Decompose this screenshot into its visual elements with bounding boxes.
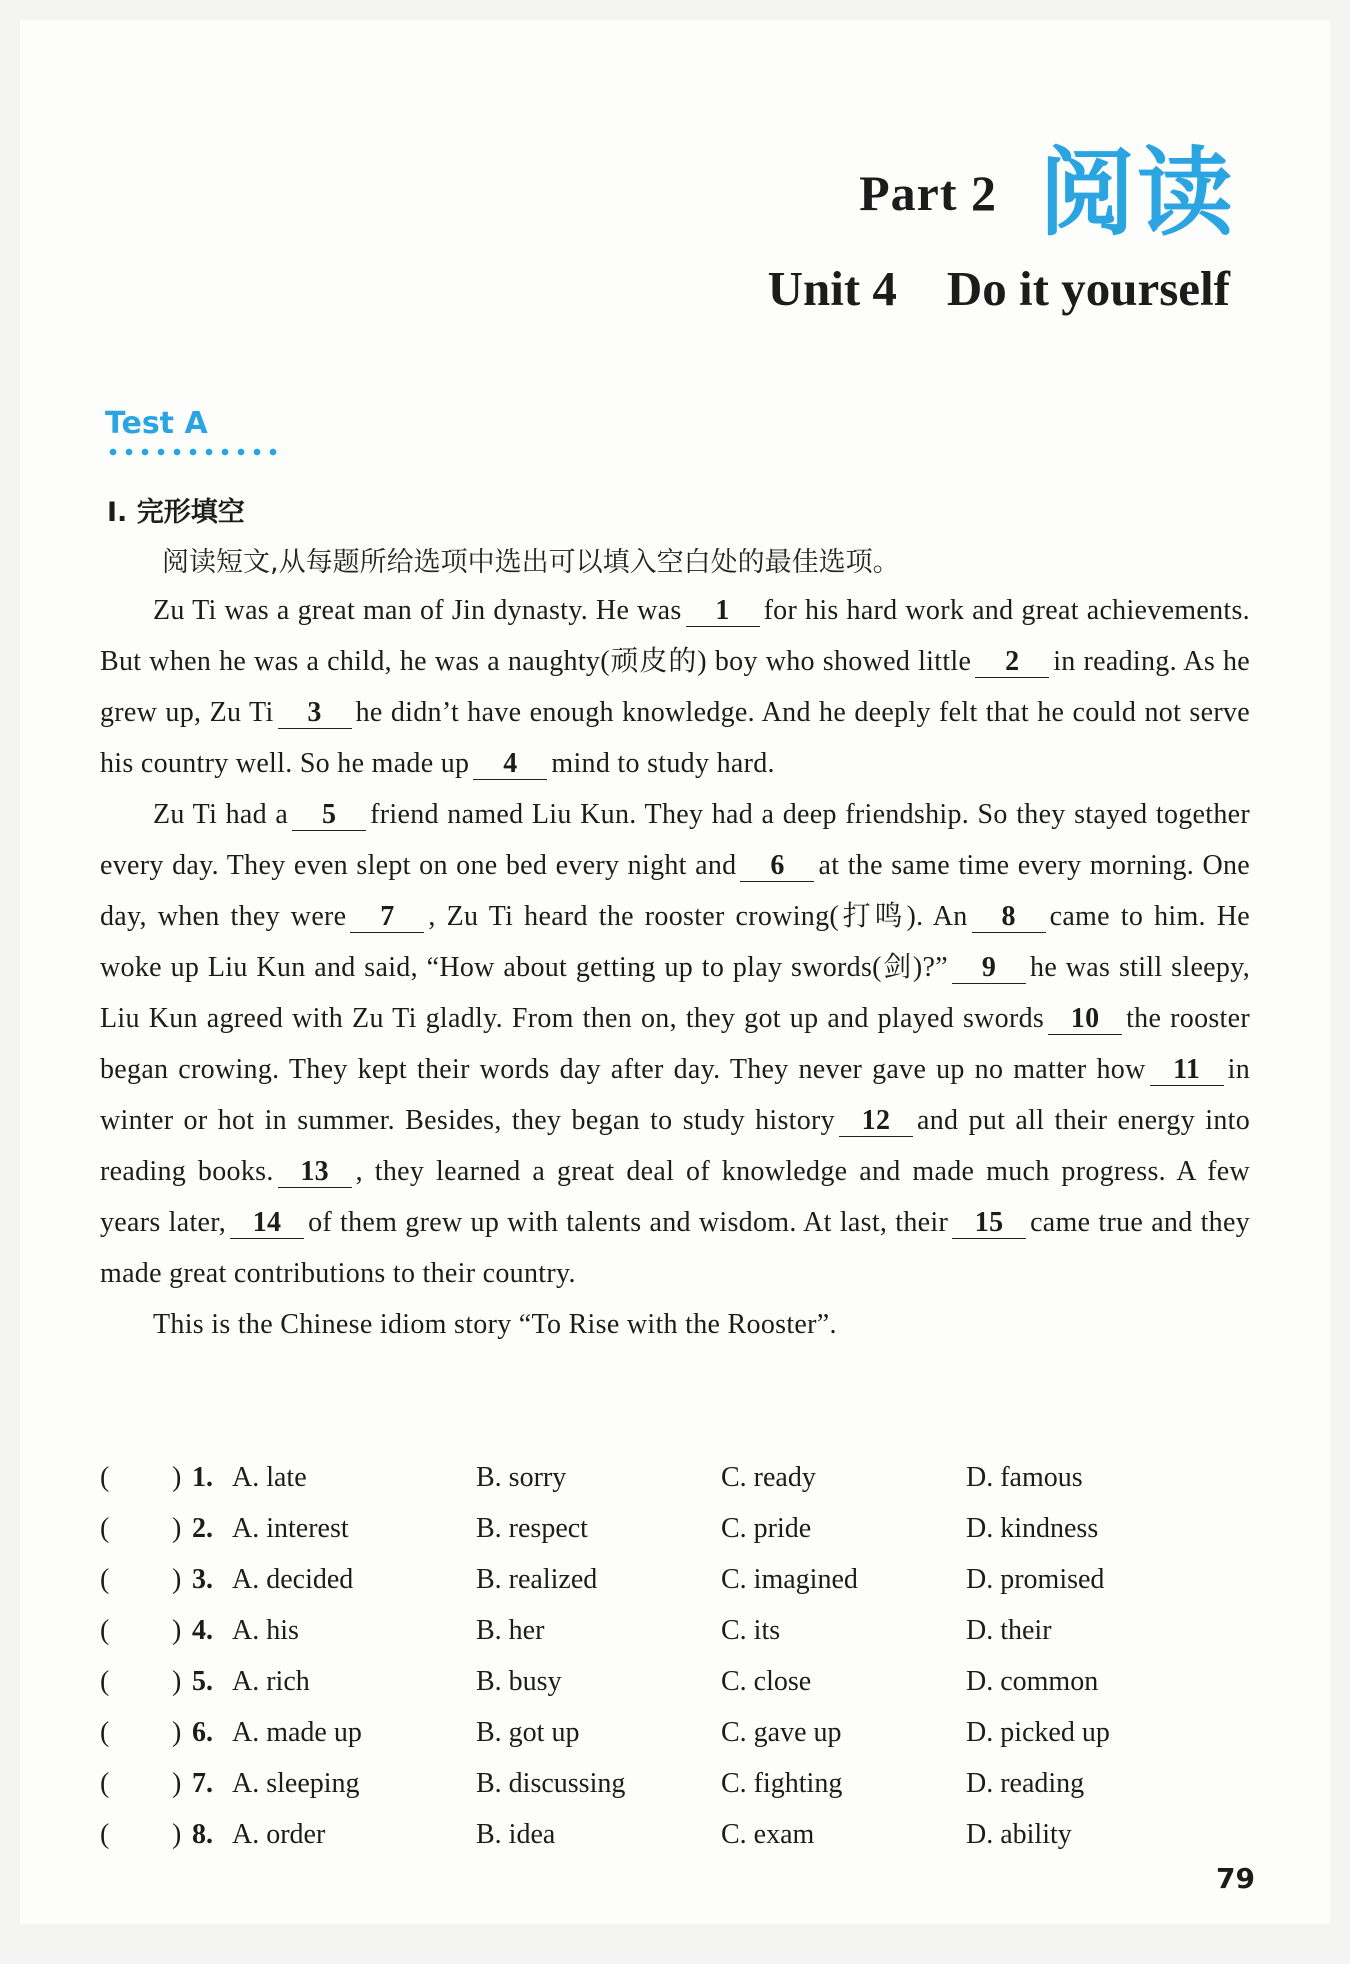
answer-paren-close: ) xyxy=(172,1716,182,1748)
option-a: A. interest xyxy=(232,1512,349,1544)
answer-paren-open: ( xyxy=(100,1461,110,1493)
question-number: 7. xyxy=(192,1767,213,1799)
question-number: 6. xyxy=(192,1716,213,1748)
answer-paren-open: ( xyxy=(100,1818,110,1850)
option-c: C. its xyxy=(721,1614,781,1646)
option-d: D. ability xyxy=(966,1818,1072,1850)
answer-paren-close: ) xyxy=(172,1665,182,1697)
option-a: A. sleeping xyxy=(232,1767,360,1799)
option-a: A. rich xyxy=(232,1665,310,1697)
question-row xyxy=(100,1452,1280,1503)
page-number: 79 xyxy=(1216,1862,1255,1895)
option-c: C. imagined xyxy=(721,1563,858,1595)
blank-8: 8 xyxy=(972,902,1046,933)
option-d: D. their xyxy=(966,1614,1052,1646)
option-d: D. common xyxy=(966,1665,1099,1697)
unit-label: Unit 4 xyxy=(767,261,897,316)
section-instruction: 阅读短文,从每题所给选项中选出可以填入空白处的最佳选项。 xyxy=(162,547,900,578)
question-row xyxy=(100,1707,1280,1758)
blank-11: 11 xyxy=(1150,1055,1224,1086)
option-d: D. picked up xyxy=(966,1716,1110,1748)
option-c: C. ready xyxy=(721,1461,816,1493)
blank-3: 3 xyxy=(278,698,352,729)
question-number: 5. xyxy=(192,1665,213,1697)
blank-1: 1 xyxy=(686,596,760,627)
answer-paren-close: ) xyxy=(172,1461,182,1493)
blank-5: 5 xyxy=(292,800,366,831)
option-a: A. made up xyxy=(232,1716,362,1748)
question-row xyxy=(100,1758,1280,1809)
part-label: Part 2 xyxy=(859,165,997,221)
passage-paragraph-3: This is the Chinese idiom story “To Rise with the Rooster”. xyxy=(153,1309,837,1340)
blank-10: 10 xyxy=(1048,1004,1122,1035)
question-row xyxy=(100,1809,1280,1860)
unit-heading xyxy=(768,260,1230,317)
blank-4: 4 xyxy=(473,749,547,780)
option-c: C. fighting xyxy=(721,1767,843,1799)
blank-7: 7 xyxy=(350,902,424,933)
option-a: A. his xyxy=(232,1614,299,1646)
option-d: D. kindness xyxy=(966,1512,1099,1544)
blank-2: 2 xyxy=(975,647,1049,678)
option-c: C. gave up xyxy=(721,1716,842,1748)
test-label: Test A xyxy=(105,406,208,441)
option-a: A. late xyxy=(232,1461,307,1493)
answer-paren-open: ( xyxy=(100,1665,110,1697)
option-c: C. close xyxy=(721,1665,812,1697)
option-b: B. respect xyxy=(476,1512,588,1544)
passage-paragraph-2: Zu Ti had a 5 friend named Liu Kun. They had a deep friendship. So they stayed together every day. They even slept on one bed every night and 6 at the same time every morning. One day, when they were 7 , Zu Ti heard the rooster crowing(打鸣). An 8 came to him. He woke up Liu Kun and said, “How about getting up to play swords(剑)?” 9 he was still sleepy, Liu Kun agreed with Zu Ti gladly. From then on, they got up and played swords 10 the rooster began crowing. They kept their words day after day. They never gave up no matter how 11 in winter or hot in summer. Besides, they began to study history 12 and put all their energy into reading books. 13 , they learned a great deal of knowledge and made much progress. A few years later, 14 of them grew up with talents and wisdom. At last, their 15 came true and they made great contributions to their country. xyxy=(100,799,1251,1289)
question-row xyxy=(100,1656,1280,1707)
question-number: 3. xyxy=(192,1563,213,1595)
option-c: C. pride xyxy=(721,1512,812,1544)
option-b: B. her xyxy=(476,1614,545,1646)
option-b: B. realized xyxy=(476,1563,598,1595)
question-number: 4. xyxy=(192,1614,213,1646)
question-row xyxy=(100,1503,1280,1554)
page xyxy=(20,20,1330,1924)
blank-14: 14 xyxy=(230,1208,304,1239)
blank-12: 12 xyxy=(839,1106,913,1137)
option-b: B. got up xyxy=(476,1716,580,1748)
answer-paren-open: ( xyxy=(100,1614,110,1646)
option-d: D. reading xyxy=(966,1767,1085,1799)
option-b: B. sorry xyxy=(476,1461,567,1493)
option-d: D. promised xyxy=(966,1563,1105,1595)
part-heading xyxy=(859,137,1235,249)
blank-6: 6 xyxy=(740,851,814,882)
passage-paragraph-1: Zu Ti was a great man of Jin dynasty. He was 1 for his hard work and great achievements. But when he was a child, he was a naughty(顽皮的) boy who showed little 2 in reading. As he grew up, Zu Ti 3 he didn’t have enough knowledge. And he deeply felt that he could not serve his country well. So he made up 4 mind to study hard. xyxy=(100,595,1251,779)
section-title: Ⅰ. 完形填空 xyxy=(107,497,245,528)
option-b: B. busy xyxy=(476,1665,562,1697)
answer-paren-open: ( xyxy=(100,1767,110,1799)
answer-paren-close: ) xyxy=(172,1767,182,1799)
answer-paren-open: ( xyxy=(100,1512,110,1544)
answer-paren-close: ) xyxy=(172,1512,182,1544)
blank-13: 13 xyxy=(278,1157,352,1188)
part-chinese-title: 阅读 xyxy=(1039,137,1235,249)
blank-15: 15 xyxy=(952,1208,1026,1239)
dotted-underline xyxy=(105,448,281,456)
question-row xyxy=(100,1605,1280,1656)
unit-title: Do it yourself xyxy=(946,261,1230,316)
answer-paren-open: ( xyxy=(100,1563,110,1595)
question-number: 2. xyxy=(192,1512,213,1544)
option-c: C. exam xyxy=(721,1818,815,1850)
question-list xyxy=(100,1452,1280,1860)
answer-paren-close: ) xyxy=(172,1818,182,1850)
question-number: 8. xyxy=(192,1818,213,1850)
option-b: B. idea xyxy=(476,1818,556,1850)
option-b: B. discussing xyxy=(476,1767,626,1799)
option-a: A. decided xyxy=(232,1563,354,1595)
answer-paren-close: ) xyxy=(172,1614,182,1646)
cloze-passage xyxy=(100,585,1250,1350)
blank-9: 9 xyxy=(952,953,1026,984)
answer-paren-close: ) xyxy=(172,1563,182,1595)
option-d: D. famous xyxy=(966,1461,1083,1493)
question-row xyxy=(100,1554,1280,1605)
question-number: 1. xyxy=(192,1461,213,1493)
option-a: A. order xyxy=(232,1818,326,1850)
answer-paren-open: ( xyxy=(100,1716,110,1748)
